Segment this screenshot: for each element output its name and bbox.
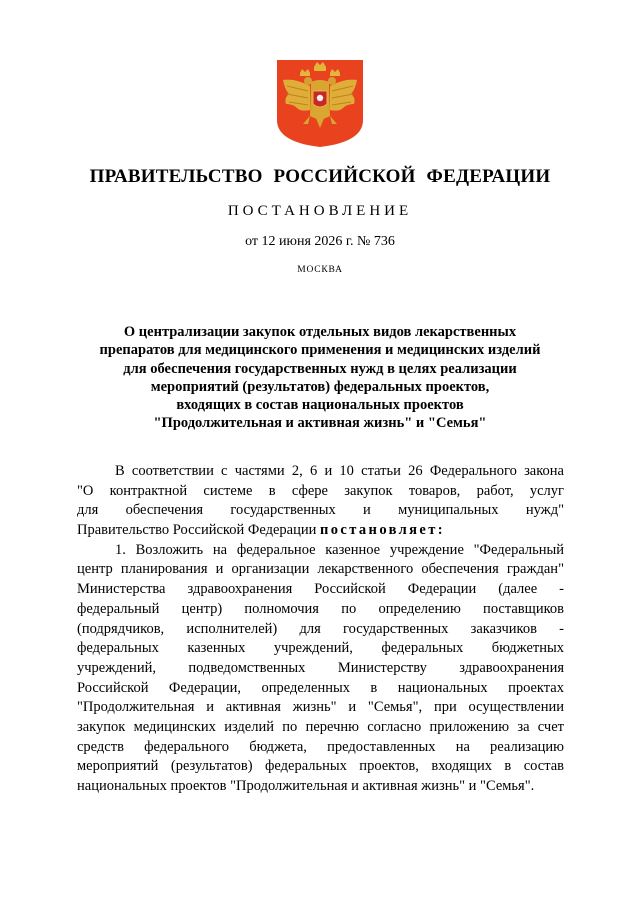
russian-coat-of-arms-icon — [275, 58, 365, 148]
item1-line: национальных проектов "Продолжительная и активная жизнь" и "Семья". — [77, 778, 535, 794]
heading-line: препаратов для медицинского применения и медицинских изделий — [99, 342, 541, 359]
item1-line: учреждений, подведомственных Министерству здравоохранения — [77, 659, 564, 676]
heading-line: О централизации закупок отдельных видов лекарственных — [123, 324, 517, 340]
item1-line: федеральных казенных учреждений, федеральных бюджетных — [77, 640, 564, 657]
heading-line: мероприятий (результатов) федеральных проектов, — [150, 378, 490, 395]
heading-line: для обеспечения государственных нужд в целях реализации — [123, 360, 517, 377]
heading-line: входящих в состав национальных проектов — [176, 397, 464, 414]
preamble-line: для обеспечения государственных и муниципальных нужд" — [77, 502, 564, 519]
document-type: ПОСТАНОВЛЕНИЕ — [227, 203, 413, 219]
document-heading — [70, 323, 570, 433]
item1-line: Российской Федерации, определенных в национальных проектах — [77, 679, 564, 696]
item1-line: закупок медицинских изделий по перечню согласно приложению за счет — [77, 718, 564, 735]
preamble-line: В соответствии с частями 2, 6 и 10 статьи 26 Федерального закона — [115, 463, 564, 479]
item1-line: "Продолжительная и активная жизнь" и "Семья", при осуществлении — [77, 699, 564, 716]
preamble-text: Правительство Российской Федерации — [77, 522, 320, 539]
item1-line: 1. Возложить на федеральное казенное учреждение "Федеральный — [115, 541, 564, 558]
document-date-number: от 12 июня 2026 г. № 736 — [245, 234, 395, 249]
document-body — [77, 462, 564, 797]
item1-line: Министерства здравоохранения Российской Федерации (далее - — [77, 581, 564, 598]
item1-line: (подрядчиков, исполнителей) для государственных заказчиков - — [77, 620, 564, 637]
item1-line: мероприятий (результатов) федеральных проектов, входящих в состав — [77, 758, 564, 775]
item1-line: центр планирования и организации лекарственного обеспечения граждан" — [77, 561, 564, 578]
item1-line: федеральный центр) полномочия по определению поставщиков — [77, 600, 564, 617]
decree-word: постановляет: — [319, 522, 446, 539]
preamble-last-line — [77, 521, 564, 541]
item1-line: средств федерального бюджета, предоставленных на реализацию — [77, 738, 564, 755]
government-title: ПРАВИТЕЛЬСТВО РОССИЙСКОЙ ФЕДЕРАЦИИ — [89, 166, 551, 187]
preamble-line: "О контрактной системе в сфере закупок товаров, работ, услуг — [77, 482, 564, 499]
document-city: МОСКВА — [297, 265, 343, 275]
heading-line: "Продолжительная и активная жизнь" и "Семья" — [153, 415, 487, 432]
